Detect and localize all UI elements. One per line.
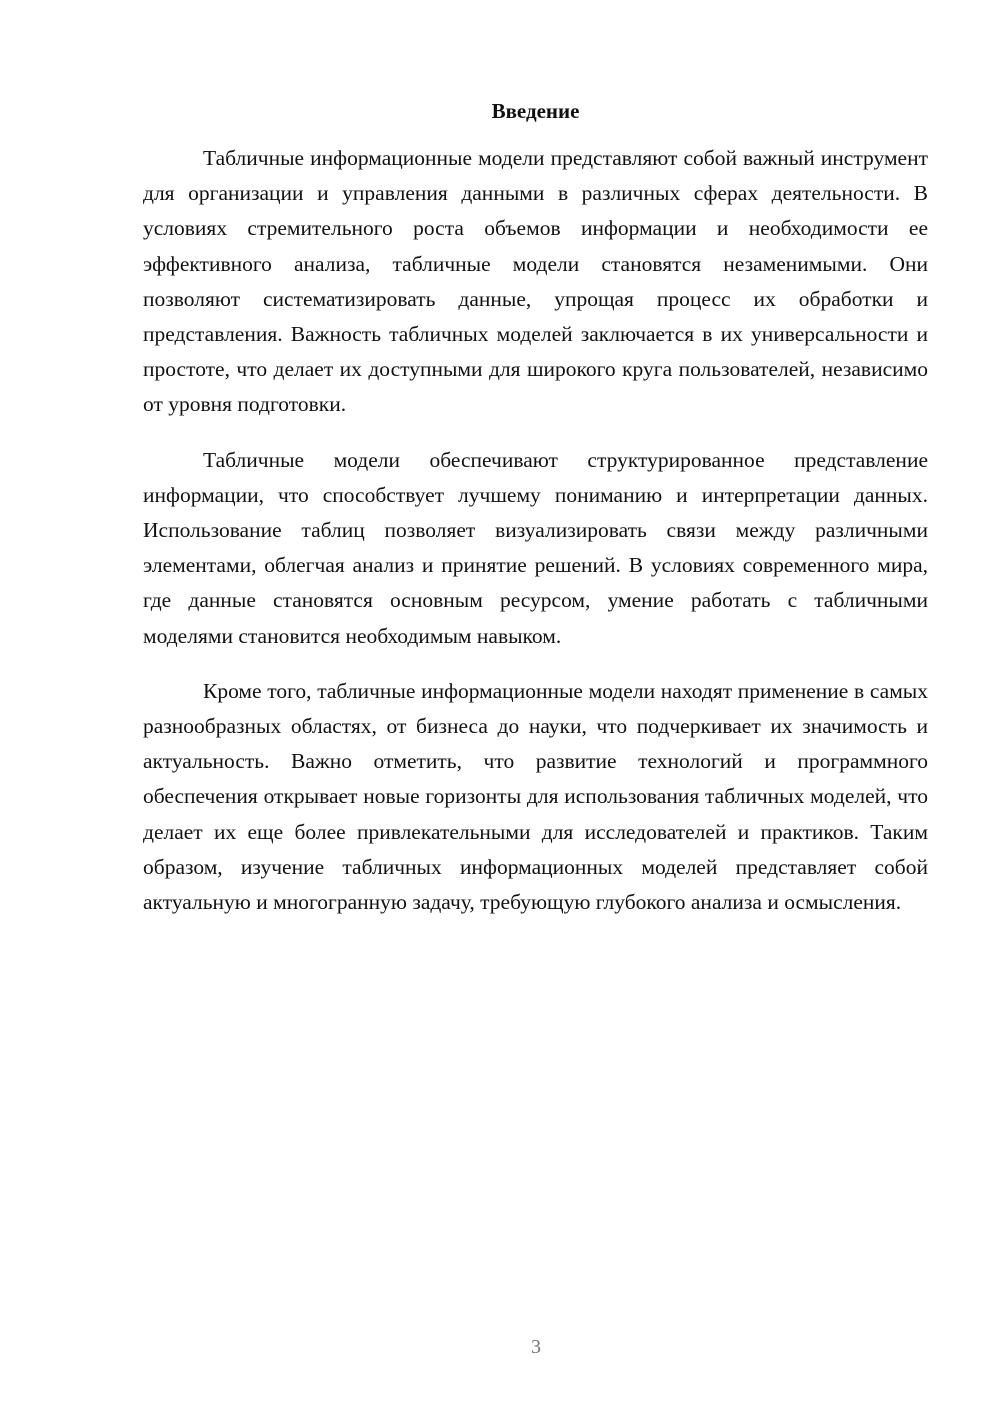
paragraph-2: Табличные модели обеспечивают структурированное представление информации, что способствует лучшему пониманию и интерпретации данных. Использование таблиц позволяет визуализировать связи между различными элементами, облегчая анализ и принятие решений. В условиях современного мира, где данные становятся основным ресурсом, умение работать с табличными моделями становится необходимым навыком. xyxy=(143,447,928,648)
page-number: 3 xyxy=(531,1336,541,1358)
paragraph-3: Кроме того, табличные информационные модели находят применение в самых разнообразных областях, от бизнеса до науки, что подчеркивает их значимость и актуальность. Важно отметить, что развитие технологий и программного обеспечения открывает новые горизонты для использования табличных моделей, что делает их еще более привлекательными для исследователей и практиков. Таким образом, изучение табличных информационных моделей представляет собой актуальную и многогранную задачу, требующую глубокого анализа и осмысления. xyxy=(143,678,928,915)
section-heading: Введение xyxy=(491,99,580,123)
page-content xyxy=(143,94,928,940)
paragraph-1: Табличные информационные модели представляют собой важный инструмент для организации и управления данными в различных сферах деятельности. В условиях стремительного роста объемов информации и необходимости ее эффективного анализа, табличные модели становятся незаменимыми. Они позволяют систематизировать данные, упрощая процесс их обработки и представления. Важность табличных моделей заключается в их универсальности и простоте, что делает их доступными для широкого круга пользователей, независимо от уровня подготовки. xyxy=(143,146,928,417)
